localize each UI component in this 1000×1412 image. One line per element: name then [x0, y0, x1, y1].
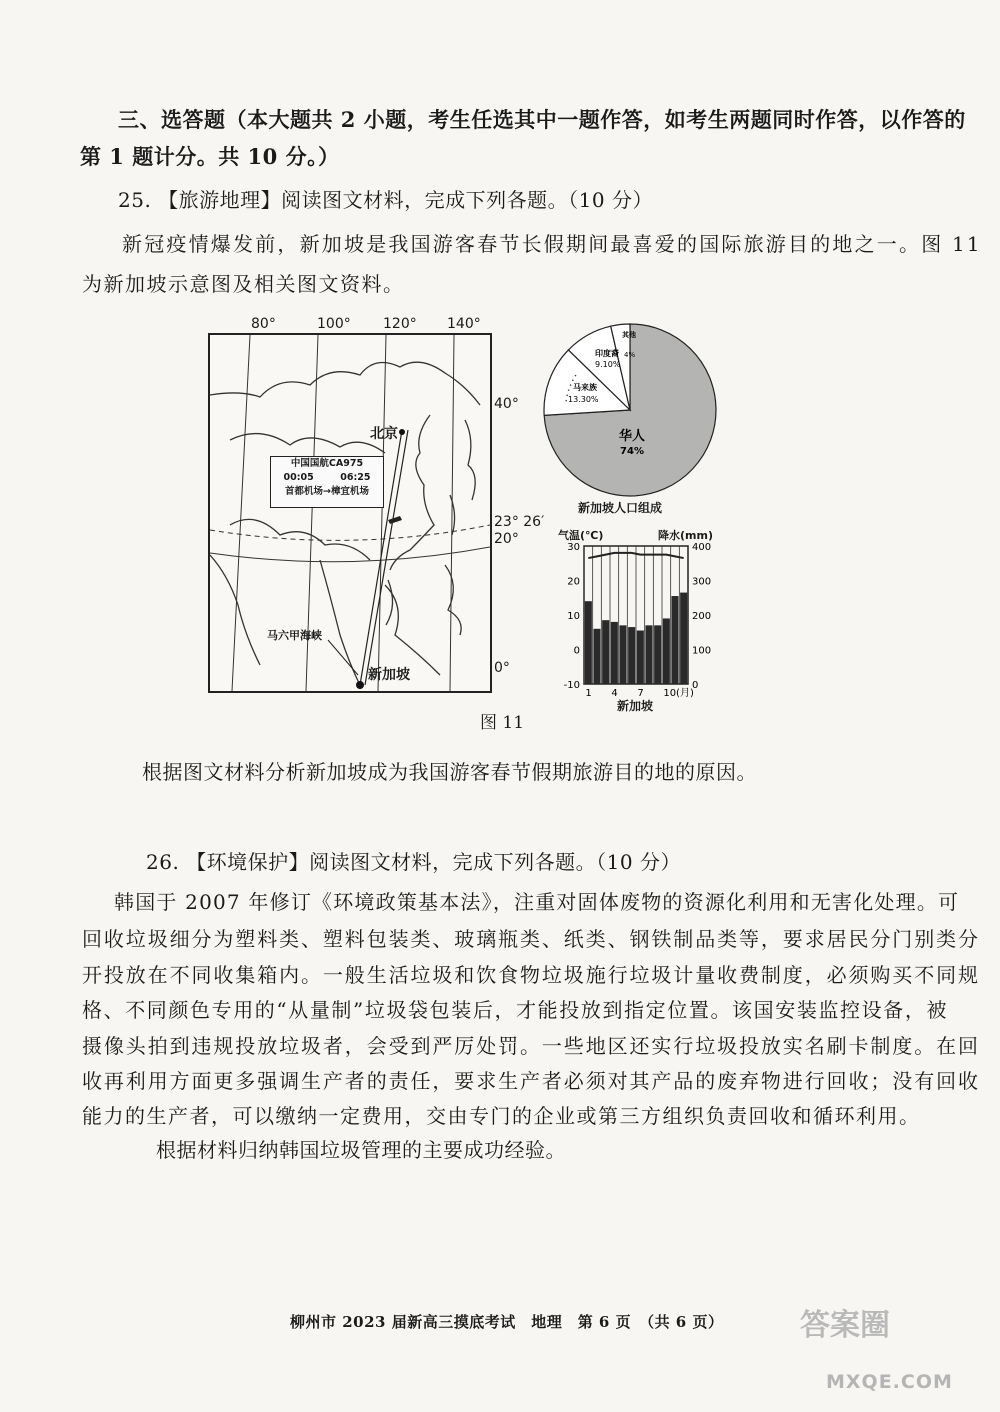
- flight-arrive: 06:25: [340, 472, 371, 483]
- pie-label-indian: 印度裔: [595, 349, 619, 358]
- malay-peninsula: [320, 560, 360, 685]
- precip-tick-label: 400: [692, 542, 712, 553]
- meridian-140: [450, 335, 454, 691]
- precipitation-bar: [645, 625, 652, 684]
- lon-120-label: 120°: [383, 316, 417, 332]
- precipitation-bar: [602, 620, 609, 684]
- pie-value-chinese: 74%: [620, 446, 644, 457]
- figure-caption: 图 11: [480, 713, 525, 733]
- climate-place-label: 新加坡: [617, 699, 654, 713]
- watermark-url: MXQE.COM: [826, 1371, 953, 1393]
- beijing-dot: [399, 429, 405, 435]
- lat-20-label: 20°: [494, 531, 519, 547]
- section-title-line2: 第 1 题计分。共 10 分。）: [80, 144, 340, 169]
- q25-paragraph-line1: 新冠疫情爆发前，新加坡是我国游客春节长假期间最喜爱的国际旅游目的地之一。图 11: [122, 232, 982, 256]
- climate-temp-axis-label: 气温(℃): [558, 529, 604, 542]
- asia-map-svg: [210, 335, 490, 691]
- q26-line-1: 韩国于 2007 年修订《环境政策基本法》，注重对固体废物的资源化利用和无害化处理。可: [114, 890, 960, 914]
- watermark-logo: 答案圈: [800, 1308, 890, 1343]
- q26-line-5: 摄像头拍到违规投放垃圾者，会受到严厉处罚。一些地区还实行垃圾投放实名刷卡制度。在回: [82, 1034, 980, 1058]
- month-tick-label: 1: [585, 688, 592, 699]
- pie-label-other: 其他: [622, 331, 636, 339]
- pie-value-other: 4%: [624, 351, 636, 359]
- precip-tick-label: 0: [692, 680, 699, 691]
- city-beijing-label: 北京: [370, 426, 398, 442]
- pie-value-malay: 13.30%: [568, 395, 599, 404]
- pie-hatch-dot: [570, 384, 572, 386]
- month-tick-label: 10(月): [663, 688, 694, 699]
- temp-tick-label: 10: [567, 611, 580, 622]
- q25-question: 根据图文材料分析新加坡成为我国游客春节假期旅游目的地的原因。: [142, 760, 757, 784]
- lon-80-label: 80°: [251, 316, 276, 332]
- philippines-outline: [445, 565, 461, 635]
- precipitation-bar: [611, 622, 618, 684]
- precipitation-bar: [671, 596, 678, 684]
- precipitation-bar: [628, 627, 635, 684]
- temp-tick-label: 0: [573, 645, 580, 657]
- coastline-north: [210, 362, 480, 405]
- precip-tick-label: 200: [692, 611, 712, 622]
- coastline-india: [210, 555, 260, 665]
- month-tick-label: 4: [611, 688, 618, 699]
- pie-value-indian: 9.10%: [595, 360, 621, 369]
- pie-hatch-dot: [572, 379, 574, 381]
- lon-100-label: 100°: [317, 316, 351, 332]
- indonesia-outline: [385, 585, 440, 675]
- q26-heading: 26. 【环境保护】阅读图文材料，完成下列各题。（10 分）: [146, 850, 681, 874]
- pie-label-chinese: 华人: [618, 429, 646, 444]
- q26-line-2: 回收垃圾细分为塑料类、塑料包装类、玻璃瓶类、纸类、钢铁制品类等，要求居民分门别类分: [82, 927, 980, 951]
- flight-number: 中国国航CA975: [290, 458, 364, 469]
- q26-line-6: 收再利用方面更多强调生产者的责任，要求生产者必须对其产品的废弃物进行回收；没有回收: [82, 1069, 980, 1093]
- flight-route-text: 首都机场→樟宜机场: [285, 486, 369, 497]
- meridian-120: [378, 335, 386, 691]
- pie-hatch-dot: [565, 400, 567, 402]
- flight-info-box: [270, 456, 384, 508]
- city-singapore-label: 新加坡: [368, 667, 410, 683]
- japan-outline: [465, 420, 475, 500]
- precip-tick-label: 300: [692, 576, 712, 588]
- asia-map: [208, 333, 492, 693]
- singapore-dot: [356, 681, 364, 689]
- flight-times: [271, 471, 383, 485]
- q26-question: 根据材料归纳韩国垃圾管理的主要成功经验。: [156, 1138, 566, 1162]
- pie-label-malay: 马来族: [573, 383, 597, 392]
- border-mongolia: [230, 434, 385, 453]
- lat-0-label: 0°: [494, 660, 510, 676]
- q26-line-4: 格、不同颜色专用的“从量制”垃圾袋包装后，才能投放到指定位置。该国安装监控设备，被: [82, 998, 949, 1022]
- precip-tick-label: 100: [692, 645, 712, 657]
- pie-caption: 新加坡人口组成: [578, 501, 663, 515]
- airplane-icon: [388, 516, 402, 524]
- precipitation-bar: [585, 601, 592, 684]
- parallel-20: [210, 547, 490, 562]
- section-title-line1: 三、选答题（本大题共 2 小题，考生任选其中一题作答，如考生两题同时作答，以作答的: [118, 107, 966, 132]
- pie-hatch-dot: [568, 389, 570, 391]
- temp-tick-label: 30: [567, 542, 580, 553]
- precipitation-bar: [654, 625, 661, 684]
- lat-40-label: 40°: [494, 396, 519, 412]
- pie-hatch-dot: [575, 375, 577, 377]
- q25-heading: 25. 【旅游地理】阅读图文材料，完成下列各题。（10 分）: [118, 188, 653, 212]
- page-footer: 柳州市 2023 届新高三摸底考试 地理 第 6 页 （共 6 页）: [290, 1313, 724, 1331]
- strait-label: 马六甲海峡: [267, 629, 322, 642]
- q25-paragraph-line2: 为新加坡示意图及相关图文资料。: [82, 272, 405, 296]
- population-pie-chart: [540, 320, 720, 500]
- climate-precip-axis-label: 降水(mm): [658, 529, 713, 542]
- precipitation-bar: [663, 618, 670, 684]
- temp-tick-label: -10: [563, 680, 580, 691]
- lat-tropic-label: 23° 26′: [494, 514, 545, 530]
- lon-140-label: 140°: [447, 316, 481, 332]
- precipitation-bar: [680, 593, 687, 684]
- flight-depart: 00:05: [283, 472, 314, 483]
- month-tick-label: 7: [637, 688, 644, 699]
- tropic-line: [210, 525, 490, 540]
- q26-line-3: 开投放在不同收集箱内。一般生活垃圾和饮食物垃圾施行垃圾计量收费制度，必须购买不同规: [82, 963, 980, 987]
- precipitation-bar: [593, 629, 600, 684]
- precipitation-bar: [619, 625, 626, 684]
- q26-line-7: 能力的生产者，可以缴纳一定费用，交由专门的企业或第三方组织负责回收和循环利用。: [82, 1104, 921, 1128]
- precipitation-bar: [637, 631, 644, 684]
- temp-tick-label: 20: [567, 576, 580, 588]
- climate-chart: [548, 538, 724, 714]
